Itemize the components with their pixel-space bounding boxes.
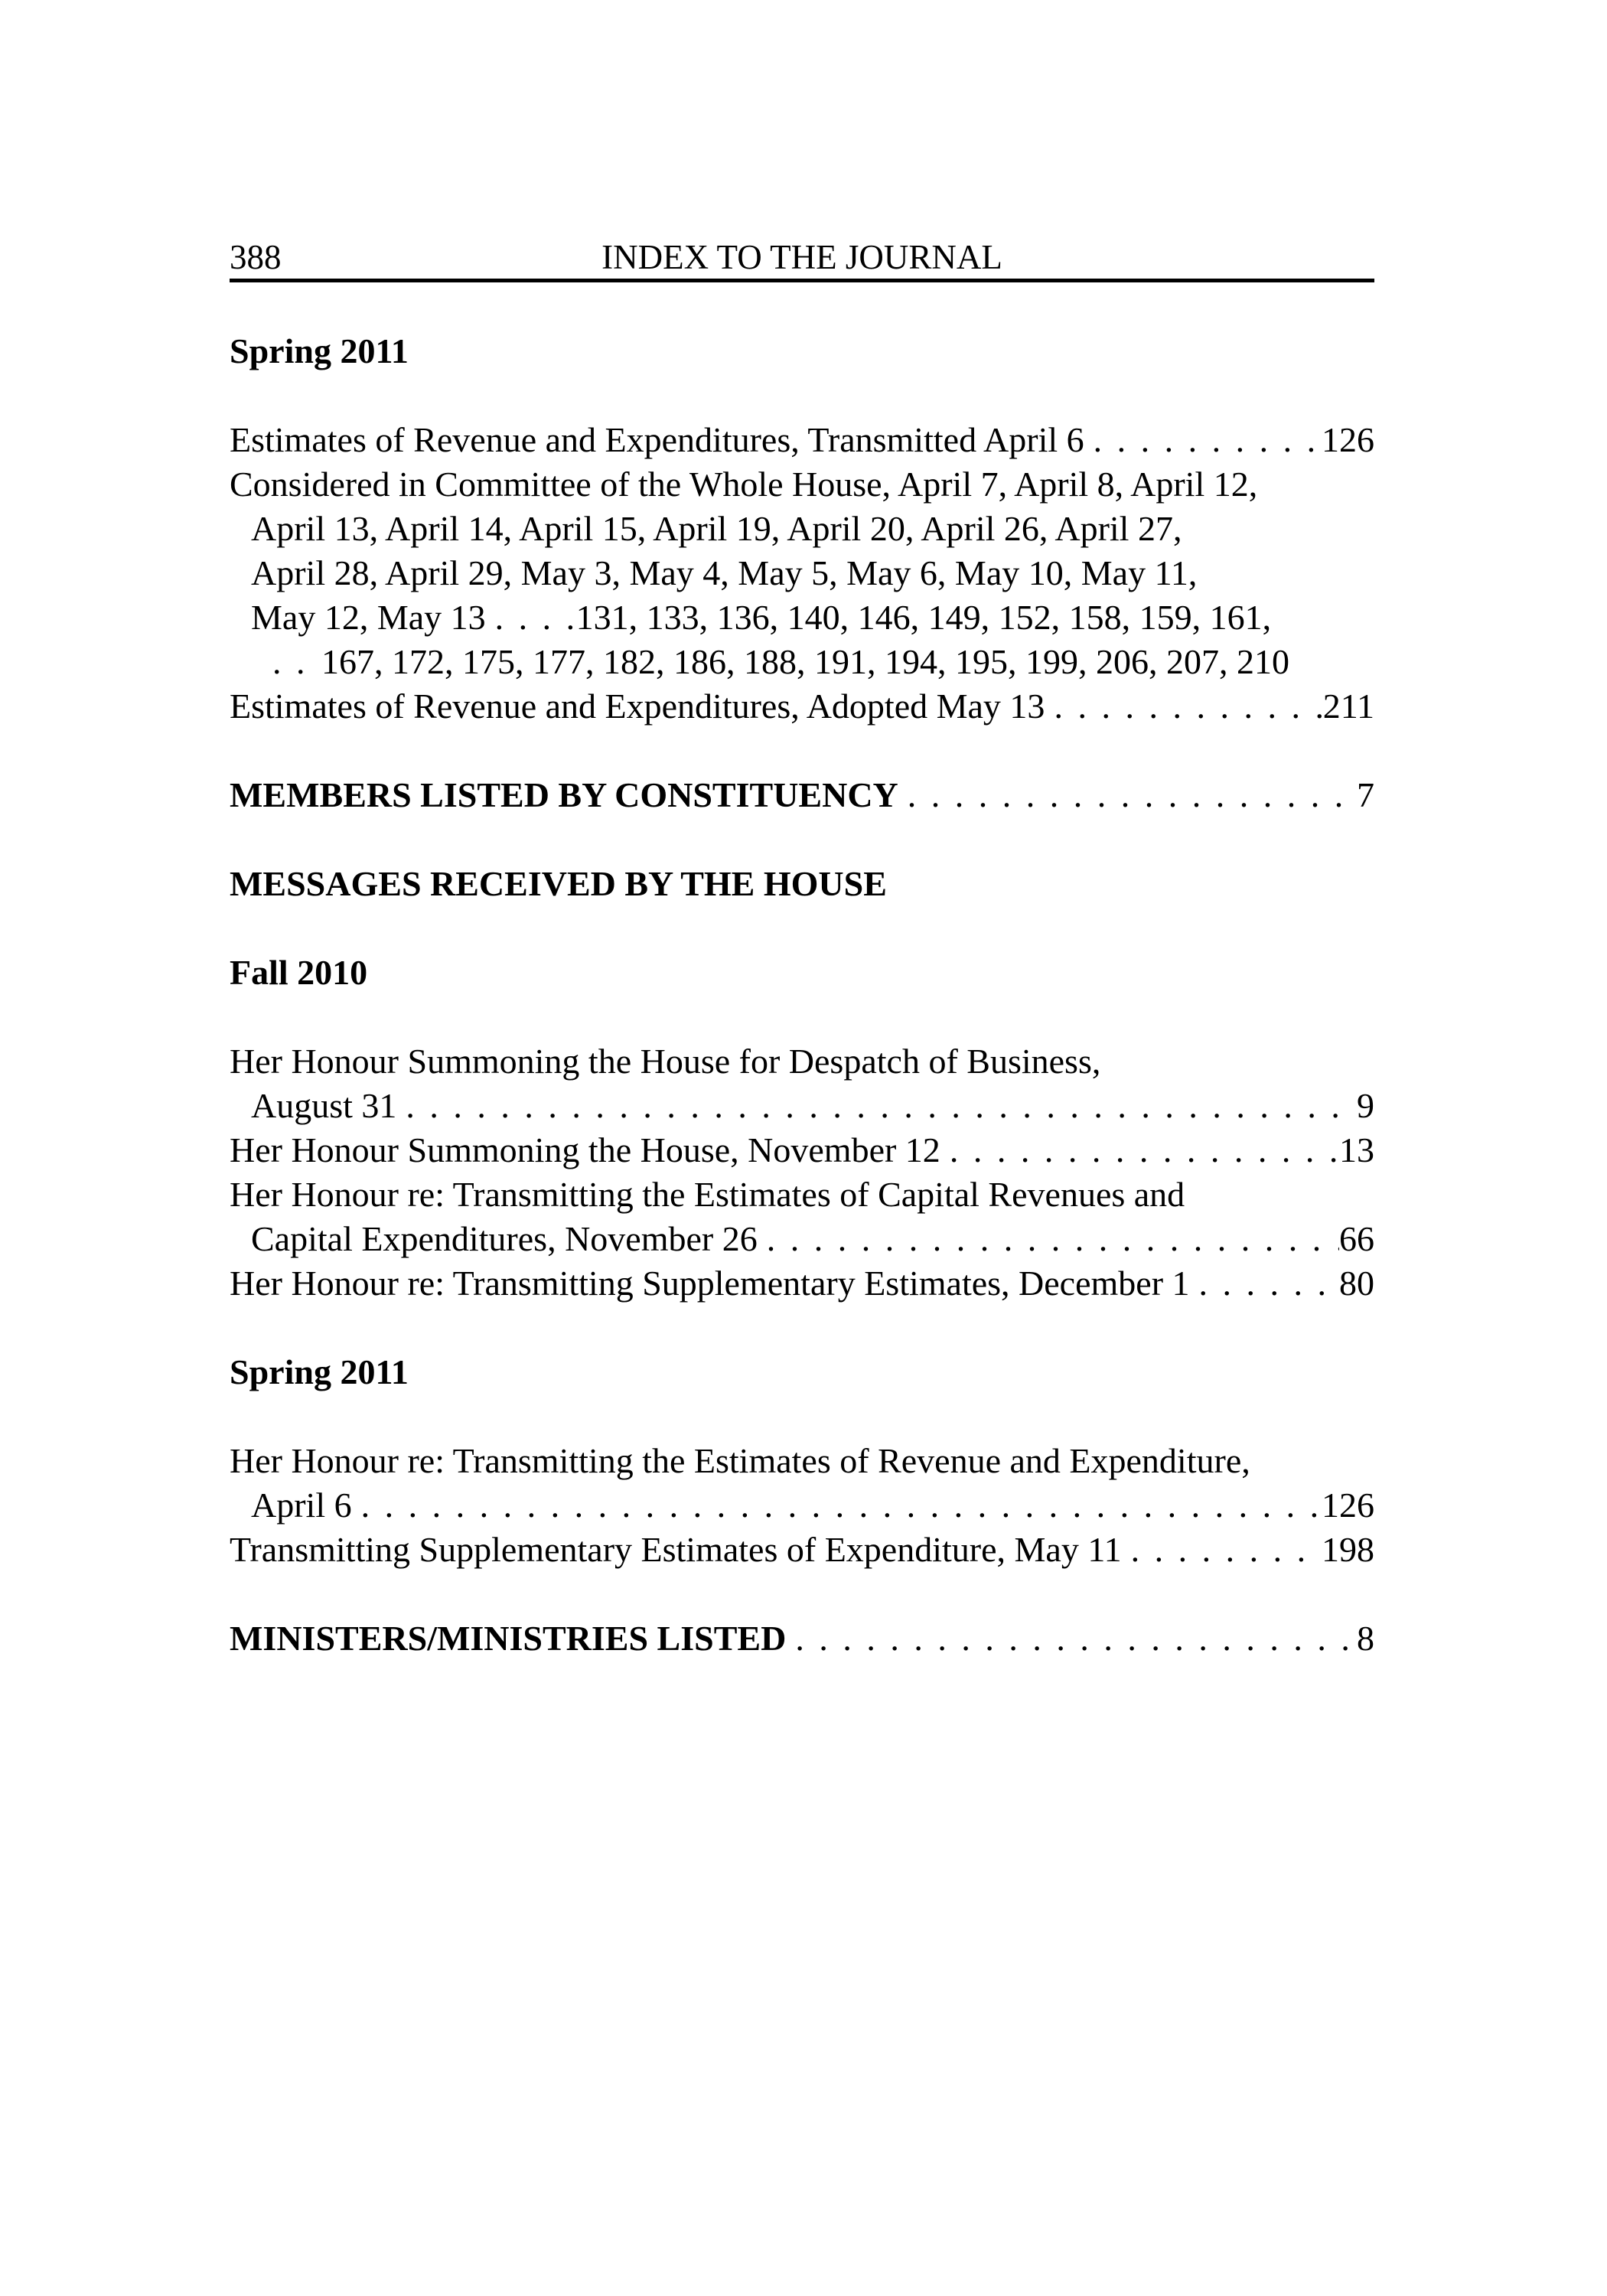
journal-page xyxy=(230,0,1374,2296)
index-entry: Her Honour Summoning the House for Despatch of Business, xyxy=(230,1042,1101,1081)
dot-leader xyxy=(1084,418,1322,462)
page-refs: 131, 133, 136, 140, 146, 149, 152, 158, 159, 161, xyxy=(575,598,1272,637)
index-entry: Estimates of Revenue and Expenditures, Transmitted April 6 . . . 126 xyxy=(230,418,1374,462)
dot-leader xyxy=(352,1483,1322,1528)
index-entry: Her Honour re: Transmitting the Estimates of Capital Revenues and xyxy=(230,1175,1185,1214)
page-ref: 13 xyxy=(1339,1130,1374,1169)
index-entry: Transmitting Supplementary Estimates of Expenditure, May 11 . . . 198 xyxy=(230,1528,1374,1572)
page-ref: 7 xyxy=(1357,775,1374,814)
index-content xyxy=(230,329,1374,1661)
dot-leader xyxy=(1045,684,1322,729)
index-entry: Her Honour re: Transmitting Supplementary Estimates, December 1 . . . 80 xyxy=(230,1261,1374,1306)
index-entry-continuation: August 31 . . . 9 xyxy=(230,1084,1374,1128)
page-ref: 126 xyxy=(1322,1486,1374,1525)
page-ref: 126 xyxy=(1322,420,1374,459)
index-entry: Her Honour re: Transmitting the Estimates of Revenue and Expenditure, xyxy=(230,1441,1250,1480)
page-refs: 167, 172, 175, 177, 182, 186, 188, 191, 194, 195, 199, 206, 207, 210 xyxy=(321,642,1289,681)
index-entry-members: MEMBERS LISTED BY CONSTITUENCY . . . 7 xyxy=(230,773,1374,817)
running-header xyxy=(230,236,1374,282)
index-entry: Estimates of Revenue and Expenditures, Adopted May 13 . . . 211 xyxy=(230,684,1374,729)
index-entry-continuation: April 6 . . . 126 xyxy=(230,1483,1374,1528)
dot-leader xyxy=(940,1128,1339,1172)
index-entry-continuation xyxy=(230,640,1374,684)
dot-leader xyxy=(1122,1528,1322,1572)
dot-leader xyxy=(758,1217,1339,1261)
running-title: INDEX TO THE JOURNAL xyxy=(601,238,1002,276)
index-entry-ministers: MINISTERS/MINISTRIES LISTED . . . 8 xyxy=(230,1616,1374,1661)
dot-leader xyxy=(486,595,576,640)
index-entry: Her Honour Summoning the House, November 12 . . . 13 xyxy=(230,1128,1374,1172)
index-entry-continuation: May 12, May 13 . . . 131, 133, 136, 140, 146, 149, 152, 158, 159, 161, xyxy=(230,595,1374,640)
dot-leader xyxy=(396,1084,1357,1128)
page-ref: 80 xyxy=(1339,1264,1374,1303)
index-entry-continuation: April 13, April 14, April 15, April 19, April 20, April 26, April 27, xyxy=(251,509,1182,548)
page-ref: 8 xyxy=(1357,1619,1374,1658)
page-ref: 9 xyxy=(1357,1086,1374,1125)
page-ref: 198 xyxy=(1322,1530,1374,1569)
page-number: 388 xyxy=(230,238,282,276)
section-heading-spring-2011-messages: Spring 2011 xyxy=(230,1352,409,1391)
messages-heading: MESSAGES RECEIVED BY THE HOUSE xyxy=(230,864,887,903)
page-ref: 66 xyxy=(1339,1219,1374,1258)
section-heading-spring-2011: Spring 2011 xyxy=(230,331,409,370)
section-heading-fall-2010: Fall 2010 xyxy=(230,953,368,992)
dot-leader xyxy=(272,640,321,684)
index-entry: Considered in Committee of the Whole House, April 7, April 8, April 12, xyxy=(230,465,1258,504)
dot-leader xyxy=(786,1616,1357,1661)
page-ref: 211 xyxy=(1322,687,1374,726)
dot-leader xyxy=(898,773,1357,817)
dot-leader xyxy=(1190,1261,1339,1306)
index-entry-continuation: April 28, April 29, May 3, May 4, May 5, May 6, May 10, May 11, xyxy=(251,553,1198,592)
index-entry-continuation: Capital Expenditures, November 26 . . . 66 xyxy=(230,1217,1374,1261)
